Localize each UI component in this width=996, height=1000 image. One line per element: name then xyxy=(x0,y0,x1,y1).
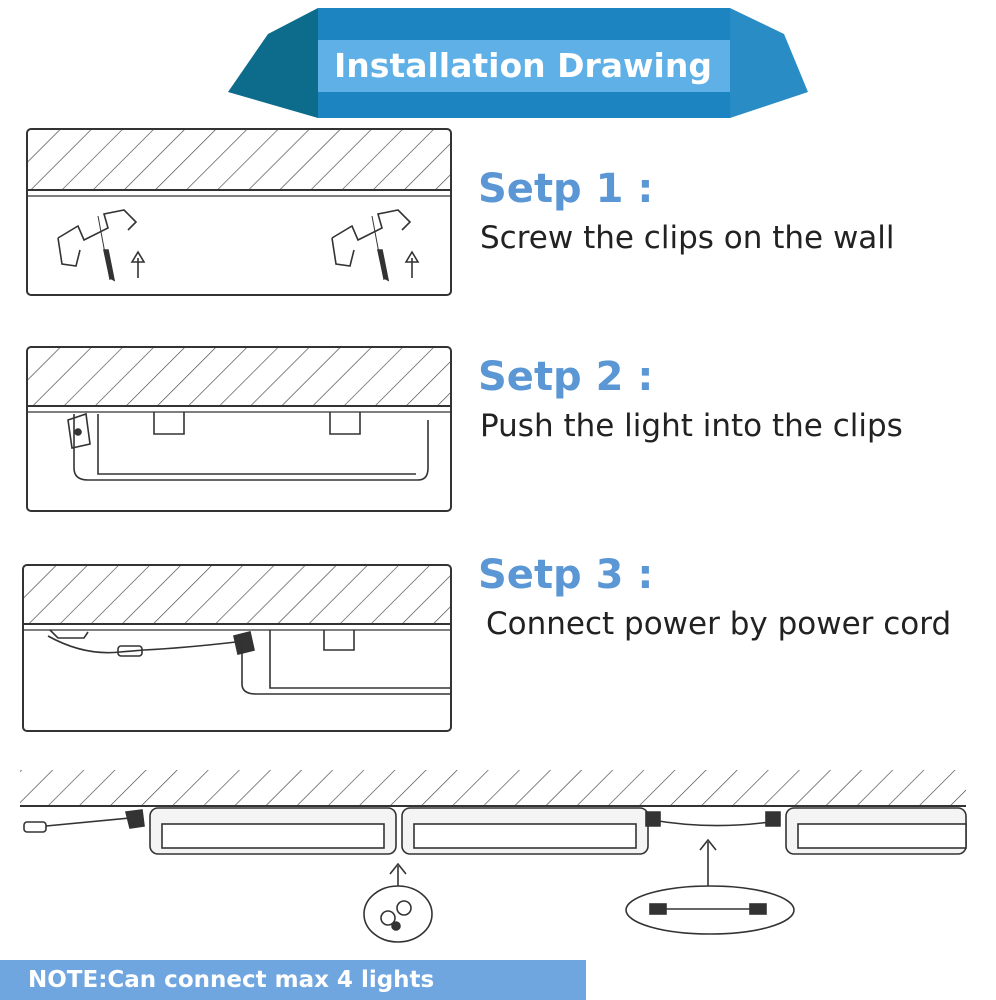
light-fixture-icon xyxy=(68,412,428,480)
light-fixture-icon xyxy=(402,808,648,854)
power-cord-icon xyxy=(48,630,254,656)
connector-detail-icon xyxy=(364,886,432,942)
note-text: NOTE:Can connect max 4 lights xyxy=(28,967,435,993)
light-fixture-icon xyxy=(786,808,966,854)
banner-title: Installation Drawing xyxy=(334,45,712,85)
clip-icon xyxy=(58,210,144,280)
step-1-description: Screw the clips on the wall xyxy=(480,220,895,256)
step-2-illustration xyxy=(26,346,452,512)
header-banner xyxy=(0,0,996,120)
step-3-description: Connect power by power cord xyxy=(486,606,952,642)
step-1-illustration xyxy=(26,128,452,296)
connector-cable-detail-icon xyxy=(626,886,794,934)
step-3-illustration xyxy=(22,564,452,732)
light-fixture-icon xyxy=(150,808,396,854)
step-2-title: Setp 2 : xyxy=(478,354,654,400)
ceiling-hatch xyxy=(28,130,452,190)
step-3-title: Setp 3 : xyxy=(478,552,654,598)
light-fixture-icon xyxy=(242,630,452,694)
note-banner xyxy=(0,960,586,1000)
step-1-title: Setp 1 : xyxy=(478,166,654,212)
step-2-description: Push the light into the clips xyxy=(480,408,903,444)
clip-icon xyxy=(332,210,418,280)
chained-lights-illustration xyxy=(0,760,996,960)
